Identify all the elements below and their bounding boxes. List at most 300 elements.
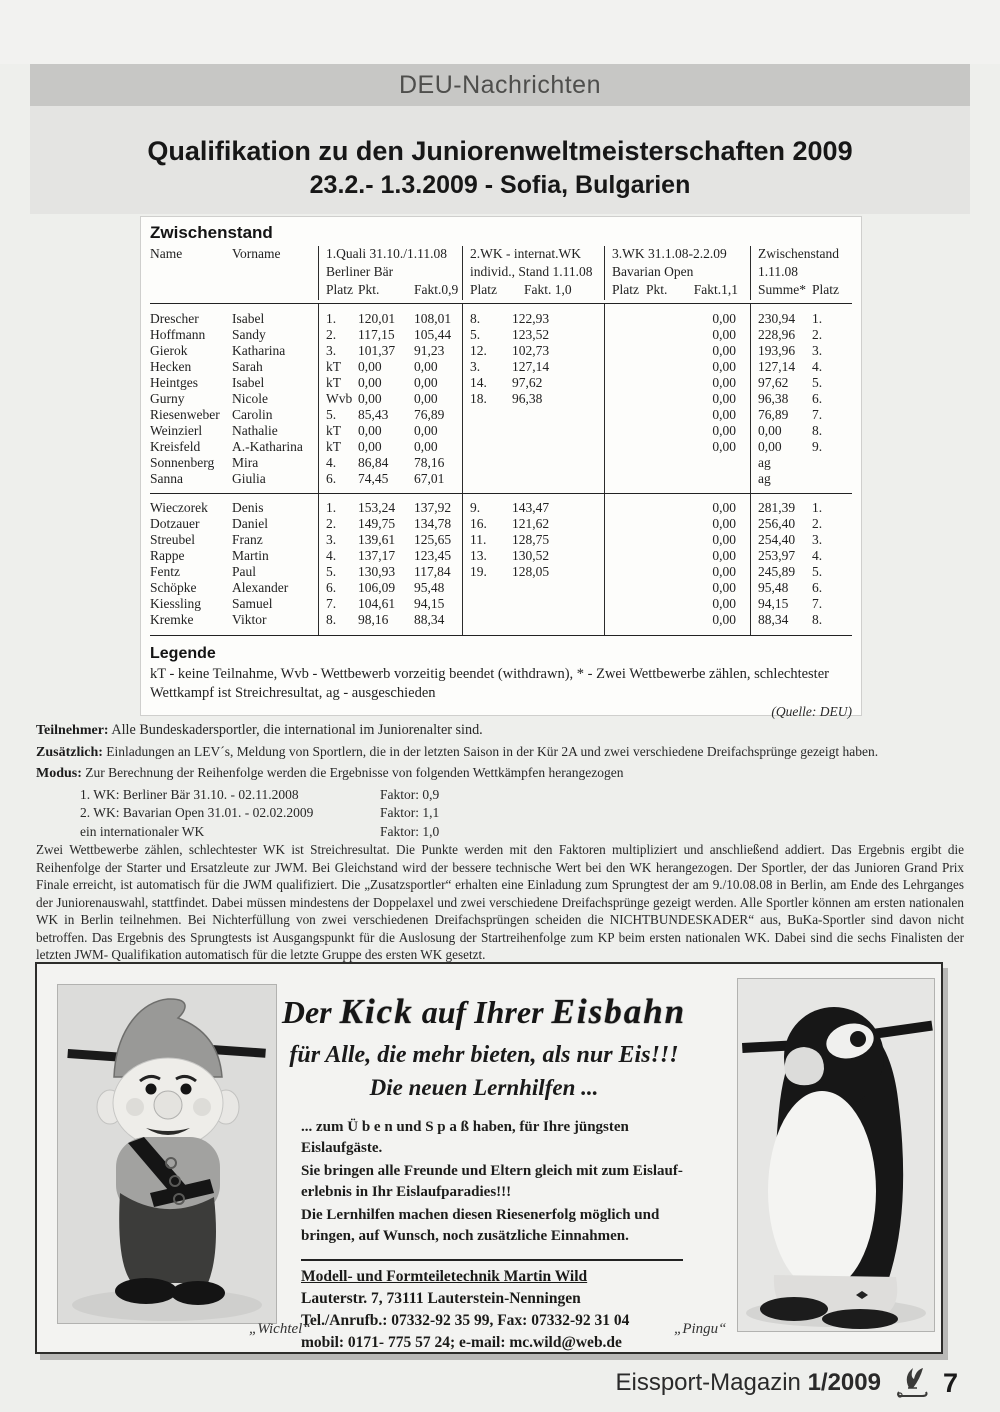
table-cell (510, 628, 604, 635)
table-cell: 123,45 (414, 548, 452, 563)
table-cell: 228,96 (750, 327, 812, 343)
table-cell: 105,44 (414, 327, 452, 342)
table-cell: 78,16 (414, 455, 445, 470)
ad-body-paragraph1: ... zum Ü b e n und S p a ß haben, für Ihre jüngsten Eislaufgäste. (301, 1119, 629, 1156)
group3-header-line2: Bavarian Open (604, 264, 750, 282)
table-cell: 0,00 (712, 596, 736, 611)
group4-header-line1: Zwischenstand (750, 246, 852, 264)
headline-part2: auf Ihrer (413, 994, 552, 1030)
table-cell: 102,73 (512, 343, 550, 358)
table-cell: 128,75 (512, 532, 550, 547)
table-cell (646, 628, 688, 635)
table-cell (150, 628, 232, 635)
table-cell: 0,00 (414, 359, 438, 374)
table-cell: kT (318, 423, 358, 439)
table-cell: 2. (318, 516, 358, 532)
table-sep (150, 487, 852, 500)
table-cell: Wvb (318, 391, 358, 407)
page-top-margin (0, 0, 1000, 64)
table-cell: 256,40 (750, 516, 812, 532)
col-header-summe: Summe* (750, 282, 812, 300)
table-cell: 7. (812, 596, 823, 611)
table-cell: kT (318, 375, 358, 391)
table-cell: 98,16 (358, 612, 389, 627)
table-cell: 108,01 (414, 311, 452, 326)
table-cell: 121,62 (512, 516, 550, 531)
table-cell (232, 487, 318, 500)
headline-part1: Der (281, 994, 340, 1030)
company-mobile: mobil: 0171- 775 57 24; e-mail: mc.wild@web.de (301, 1334, 622, 1351)
table-cell (358, 487, 414, 500)
table-cell: 95,48 (750, 580, 812, 596)
ad-body-paragraph3: Die Lernhilfen machen diesen Riesenerfolg möglich und bringen, auf Wunsch, noch zusätzliche Einnahmen. (301, 1207, 660, 1244)
table-cell: kT (318, 359, 358, 375)
table-cell (414, 304, 462, 311)
table-cell: 86,84 (358, 455, 389, 470)
table-cell: 137,17 (358, 548, 396, 563)
ad-subline2: Die neuen Lernhilfen ... (369, 1075, 599, 1100)
group1-header-line1: 1.Quali 31.10./1.11.08 (318, 246, 462, 264)
table-cell (358, 304, 414, 311)
table-cell: 6. (812, 580, 823, 595)
wk-faktor: Faktor: 0,9 (380, 786, 440, 802)
modus-label: Modus: (36, 766, 82, 781)
table-cell (358, 628, 414, 635)
table-cell (462, 471, 510, 487)
table-cell (688, 628, 750, 635)
table-cell: 0,00 (414, 439, 438, 454)
article-title-line2: 23.2.- 1.3.2009 - Sofia, Bulgarien (309, 171, 691, 199)
table-cell: 4. (318, 455, 358, 471)
table-cell: 130,52 (512, 548, 550, 563)
company-phone: Tel./Anrufb.: 07332-92 35 99, Fax: 07332-92 31 04 (301, 1312, 630, 1329)
table-cell: 13. (462, 548, 510, 564)
table-cell (510, 612, 604, 628)
table-cell (150, 487, 232, 500)
table-cell (604, 391, 646, 407)
table-cell: 137,92 (414, 500, 452, 515)
table-cell: Paul (232, 564, 257, 579)
table-cell: 120,01 (358, 311, 396, 326)
table-cell: 0,00 (358, 439, 382, 454)
wk-faktor: Faktor: 1,1 (380, 805, 440, 820)
table-cell: 7. (812, 407, 823, 422)
table-cell: A.-Katharina (232, 439, 303, 454)
table-cell (750, 628, 812, 635)
table-cell: Nicole (232, 391, 268, 406)
table-cell: 76,89 (414, 407, 445, 422)
table-cell: 96,38 (512, 391, 543, 406)
table-cell: 0,00 (712, 375, 736, 390)
table-cell: 91,23 (414, 343, 445, 358)
table-cell: 104,61 (358, 596, 396, 611)
table-cell (510, 487, 604, 500)
table-cell: 149,75 (358, 516, 396, 531)
table-cell: Nathalie (232, 423, 278, 438)
pingu-caption: „Pingu“ (674, 1321, 727, 1337)
table-cell: 8. (812, 423, 823, 438)
table-cell: 0,00 (712, 359, 736, 374)
teilnehmer-text: Alle Bundeskadersportler, die international im Juniorenalter sind. (111, 722, 483, 738)
table-cell (510, 596, 604, 612)
table-cell: Samuel (232, 596, 273, 611)
table-cell: 123,52 (512, 327, 550, 342)
table-cell: 6. (812, 391, 823, 406)
table-cell: 117,84 (414, 564, 451, 579)
table-cell: Gurny (150, 391, 185, 406)
table-cell: Heintges (150, 375, 198, 390)
table-cell: 94,15 (414, 596, 445, 611)
table-cell (646, 391, 688, 407)
table-cell (604, 304, 646, 311)
table-cell: 3. (812, 343, 823, 358)
table-cell (604, 455, 646, 471)
table-cell (604, 375, 646, 391)
table-cell: 0,00 (750, 423, 812, 439)
table-cell (750, 304, 812, 311)
table-cell (646, 532, 688, 548)
table-cell: 88,34 (750, 612, 812, 628)
table-header (150, 246, 852, 304)
table-cell: 0,00 (712, 612, 736, 627)
col-header-platz2: Platz (462, 282, 510, 300)
table-cell (604, 439, 646, 455)
table-cell (510, 423, 604, 439)
table-cell: 230,94 (750, 311, 812, 327)
col-header-name: Name (150, 246, 183, 261)
table-cell: 0,00 (712, 439, 736, 454)
table-row (150, 391, 852, 407)
table-cell: 12. (462, 343, 510, 359)
table-cell: 95,48 (414, 580, 445, 595)
wk-faktor: Faktor: 1,0 (380, 823, 440, 839)
table-cell: 1. (318, 500, 358, 516)
table-cell: 88,34 (414, 612, 445, 627)
table-cell: 0,00 (712, 311, 736, 326)
table-cell (462, 628, 510, 635)
table-cell: 4. (812, 359, 823, 374)
magazine-title: Eissport-Magazin (615, 1369, 801, 1396)
table-cell: 0,00 (358, 375, 382, 390)
table-cell (510, 304, 604, 311)
teilnehmer-line (36, 722, 964, 740)
group2-header-line1: 2.WK - internat.WK (462, 246, 604, 264)
table-cell: Isabel (232, 311, 265, 326)
table-cell: 6. (318, 580, 358, 596)
table-row (150, 423, 852, 439)
table-cell (318, 487, 358, 500)
table-cell: 101,37 (358, 343, 396, 358)
table-cell (604, 500, 646, 516)
table-cell: Gierok (150, 343, 188, 358)
table-cell: Sonnenberg (150, 455, 215, 470)
headline-fancy2: Eisbahn (551, 992, 687, 1031)
ad-body-paragraph2: Sie bringen alle Freunde und Eltern gleich mit zum Eislauf-erlebnis in Ihr Eislaufparadies!!! (301, 1163, 683, 1200)
table-cell: 97,62 (750, 375, 812, 391)
table-cell (646, 548, 688, 564)
table-cell: Kreisfeld (150, 439, 201, 454)
table-cell (462, 439, 510, 455)
table-cell: Rappe (150, 548, 185, 563)
table-cell: 0,00 (414, 423, 438, 438)
table-cell: 0,00 (712, 580, 736, 595)
ad-contact-block (301, 1259, 683, 1354)
table-cell: Sandy (232, 327, 266, 342)
table-cell: 8. (318, 612, 358, 628)
table-cell: 18. (462, 391, 510, 407)
wk-item (80, 823, 964, 842)
table-cell: 76,89 (750, 407, 812, 423)
table-cell (646, 439, 688, 455)
table-cell: Dotzauer (150, 516, 200, 531)
table-body (150, 304, 852, 636)
group2-header-line2: individ., Stand 1.11.08 (462, 264, 604, 282)
table-cell: 128,05 (512, 564, 550, 579)
table-cell (604, 359, 646, 375)
table-cell (604, 612, 646, 628)
col-header-pkt3: Pkt. (646, 282, 668, 297)
zusatzlich-line (36, 743, 964, 762)
table-cell: Kiessling (150, 596, 202, 611)
legend-heading: Legende (150, 645, 216, 662)
table-cell: Wieczorek (150, 500, 208, 515)
table-cell: 193,96 (750, 343, 812, 359)
table-cell (604, 516, 646, 532)
table-cell: Hoffmann (150, 327, 206, 342)
wk-name: ein internationaler WK (80, 823, 205, 839)
table-cell: 0,00 (712, 516, 736, 531)
table-cell: 153,24 (358, 500, 396, 515)
table-cell (604, 407, 646, 423)
table-cell (232, 628, 318, 635)
table-cell: 0,00 (712, 500, 736, 515)
table-cell: 130,93 (358, 564, 396, 579)
teilnehmer-label: Teilnehmer: (36, 723, 109, 738)
table-cell: Kremke (150, 612, 194, 627)
table-cell (646, 375, 688, 391)
table-cell: 5. (318, 407, 358, 423)
standings-heading: Zwischenstand (150, 223, 273, 242)
table-row (150, 564, 852, 580)
table-row (150, 359, 852, 375)
table-cell: 5. (812, 564, 823, 579)
table-cell: Martin (232, 548, 269, 563)
table-cell: 3. (318, 343, 358, 359)
table-cell: 7. (318, 596, 358, 612)
table-cell (646, 596, 688, 612)
table-cell (462, 596, 510, 612)
table-cell (510, 455, 604, 471)
zusatzlich-text: Einladungen an LEV´s, Meldung von Sportlern, die in der letzten Saison in der Kür 2A und zwei verschiedene Dreifachsprünge gezeigt haben. (106, 743, 879, 759)
table-row (150, 343, 852, 359)
table-cell: 14. (462, 375, 510, 391)
table-cell: 4. (812, 548, 823, 563)
table-cell: 1. (812, 311, 823, 326)
table-cell (646, 327, 688, 343)
magazine-issue: 1/2009 (807, 1369, 881, 1396)
table-cell: 0,00 (712, 532, 736, 547)
col-header-platz1: Platz (318, 282, 358, 300)
table-cell: 125,65 (414, 532, 452, 547)
table-cell (318, 628, 358, 635)
table-cell: 0,00 (712, 407, 736, 422)
table-cell: 4. (318, 548, 358, 564)
article-title-line1: Qualifikation zu den Juniorenweltmeisterschaften 2009 (147, 136, 853, 166)
legend-section (150, 645, 852, 720)
table-cell (812, 304, 852, 311)
table-cell (646, 471, 688, 487)
table-cell (688, 304, 750, 311)
ad-body-text (301, 1117, 683, 1247)
table-spacer (150, 304, 852, 311)
table-cell (646, 455, 688, 471)
table-cell (646, 580, 688, 596)
table-cell: 0,00 (414, 375, 438, 390)
table-cell: 67,01 (414, 471, 445, 486)
table-cell: 117,15 (358, 327, 395, 342)
table-cell: 5. (462, 327, 510, 343)
table-cell: 134,78 (414, 516, 452, 531)
group4-header-line2: 1.11.08 (750, 264, 852, 282)
table-cell: 3. (812, 532, 823, 547)
table-cell (646, 343, 688, 359)
table-cell (604, 580, 646, 596)
col-header-pkt1: Pkt. (358, 282, 380, 297)
table-end (150, 628, 852, 636)
table-cell: Viktor (232, 612, 267, 627)
table-cell (510, 580, 604, 596)
company-address: Lauterstr. 7, 73111 Lauterstein-Nenningen (301, 1290, 581, 1307)
table-cell (688, 471, 750, 487)
table-cell: Schöpke (150, 580, 197, 595)
table-cell (604, 311, 646, 327)
table-cell: 2. (318, 327, 358, 343)
table-cell: Isabel (232, 375, 265, 390)
table-cell: Fentz (150, 564, 180, 579)
table-cell (604, 471, 646, 487)
ad-subline1: für Alle, die mehr bieten, als nur Eis!!! (289, 1042, 679, 1068)
table-cell (646, 612, 688, 628)
wichtel-caption: „Wichtel“ (249, 1321, 311, 1337)
table-row (150, 439, 852, 455)
table-cell (510, 471, 604, 487)
table-cell (646, 516, 688, 532)
table-cell (318, 304, 358, 311)
col-header-platz4: Platz (812, 282, 839, 297)
table-cell: 143,47 (512, 500, 550, 515)
table-cell: 127,14 (512, 359, 550, 374)
table-cell: 97,62 (512, 375, 543, 390)
table-cell: Carolin (232, 407, 273, 422)
table-cell: 11. (462, 532, 510, 548)
col-header-fakt2: Fakt. 1,0 (524, 282, 572, 297)
table-cell: ag (750, 455, 812, 471)
table-cell: 2. (812, 327, 823, 342)
table-cell: 245,89 (750, 564, 812, 580)
table-cell: 16. (462, 516, 510, 532)
table-cell: 0,00 (358, 359, 382, 374)
table-cell (750, 487, 812, 500)
col-header-vorname: Vorname (232, 246, 281, 261)
pingu-photo (737, 978, 935, 1332)
table-row (150, 500, 852, 516)
table-cell: 106,09 (358, 580, 396, 595)
group3-header-line1: 3.WK 31.1.08-2.2.09 (604, 246, 750, 264)
table-cell (232, 304, 318, 311)
standings-box (140, 216, 862, 719)
table-cell (604, 423, 646, 439)
table-cell: 3. (462, 359, 510, 375)
table-cell (604, 487, 646, 500)
table-cell: 2. (812, 516, 823, 531)
table-cell: 9. (462, 500, 510, 516)
modus-line (36, 764, 964, 783)
table-row (150, 580, 852, 596)
table-cell (604, 628, 646, 635)
table-cell (462, 580, 510, 596)
table-row (150, 311, 852, 327)
table-cell: Giulia (232, 471, 266, 486)
table-cell (646, 487, 688, 500)
table-row (150, 375, 852, 391)
table-cell: Mira (232, 455, 259, 470)
wichtel-photo (57, 984, 277, 1324)
table-cell (688, 487, 750, 500)
table-cell (604, 532, 646, 548)
table-cell: 19. (462, 564, 510, 580)
table-cell (688, 455, 750, 471)
table-cell: 0,00 (750, 439, 812, 455)
table-cell (812, 455, 852, 471)
wk-name: 1. WK: Berliner Bär 31.10. - 02.11.2008 (80, 786, 299, 802)
table-cell: 5. (812, 375, 823, 390)
table-cell: 74,45 (358, 471, 389, 486)
zusatzlich-label: Zusätzlich: (36, 744, 103, 760)
table-cell: Katharina (232, 343, 286, 358)
wk-name: 2. WK: Bavarian Open 31.01. - 02.02.2009 (80, 805, 314, 820)
company-name: Modell- und Formteiletechnik Martin Wild (301, 1268, 588, 1285)
legend-source: (Quelle: DEU) (771, 704, 852, 719)
table-cell (462, 423, 510, 439)
group1-header-line2: Berliner Bär (318, 264, 462, 282)
table-cell (414, 487, 462, 500)
skate-quill-icon (893, 1366, 931, 1400)
table-cell (604, 327, 646, 343)
ad-text-column (249, 992, 719, 1354)
table-cell: Riesenweber (150, 407, 220, 422)
table-cell: 127,14 (750, 359, 812, 375)
table-cell (414, 628, 462, 635)
table-cell: Hecken (150, 359, 192, 374)
table-row (150, 471, 852, 487)
table-cell: ag (750, 471, 812, 487)
table-cell (462, 407, 510, 423)
table-cell: 8. (462, 311, 510, 327)
table-cell: 8. (812, 612, 823, 627)
table-cell (604, 548, 646, 564)
table-cell (646, 564, 688, 580)
table-cell: Streubel (150, 532, 195, 547)
col-header-fakt3: Fakt.1,1 (693, 282, 738, 297)
table-cell (646, 359, 688, 375)
table-cell: kT (318, 439, 358, 455)
table-cell: 0,00 (712, 423, 736, 438)
table-cell: Sanna (150, 471, 183, 486)
advertisement (35, 962, 943, 1354)
table-row (150, 596, 852, 612)
table-cell: 96,38 (750, 391, 812, 407)
table-cell: 0,00 (712, 343, 736, 358)
